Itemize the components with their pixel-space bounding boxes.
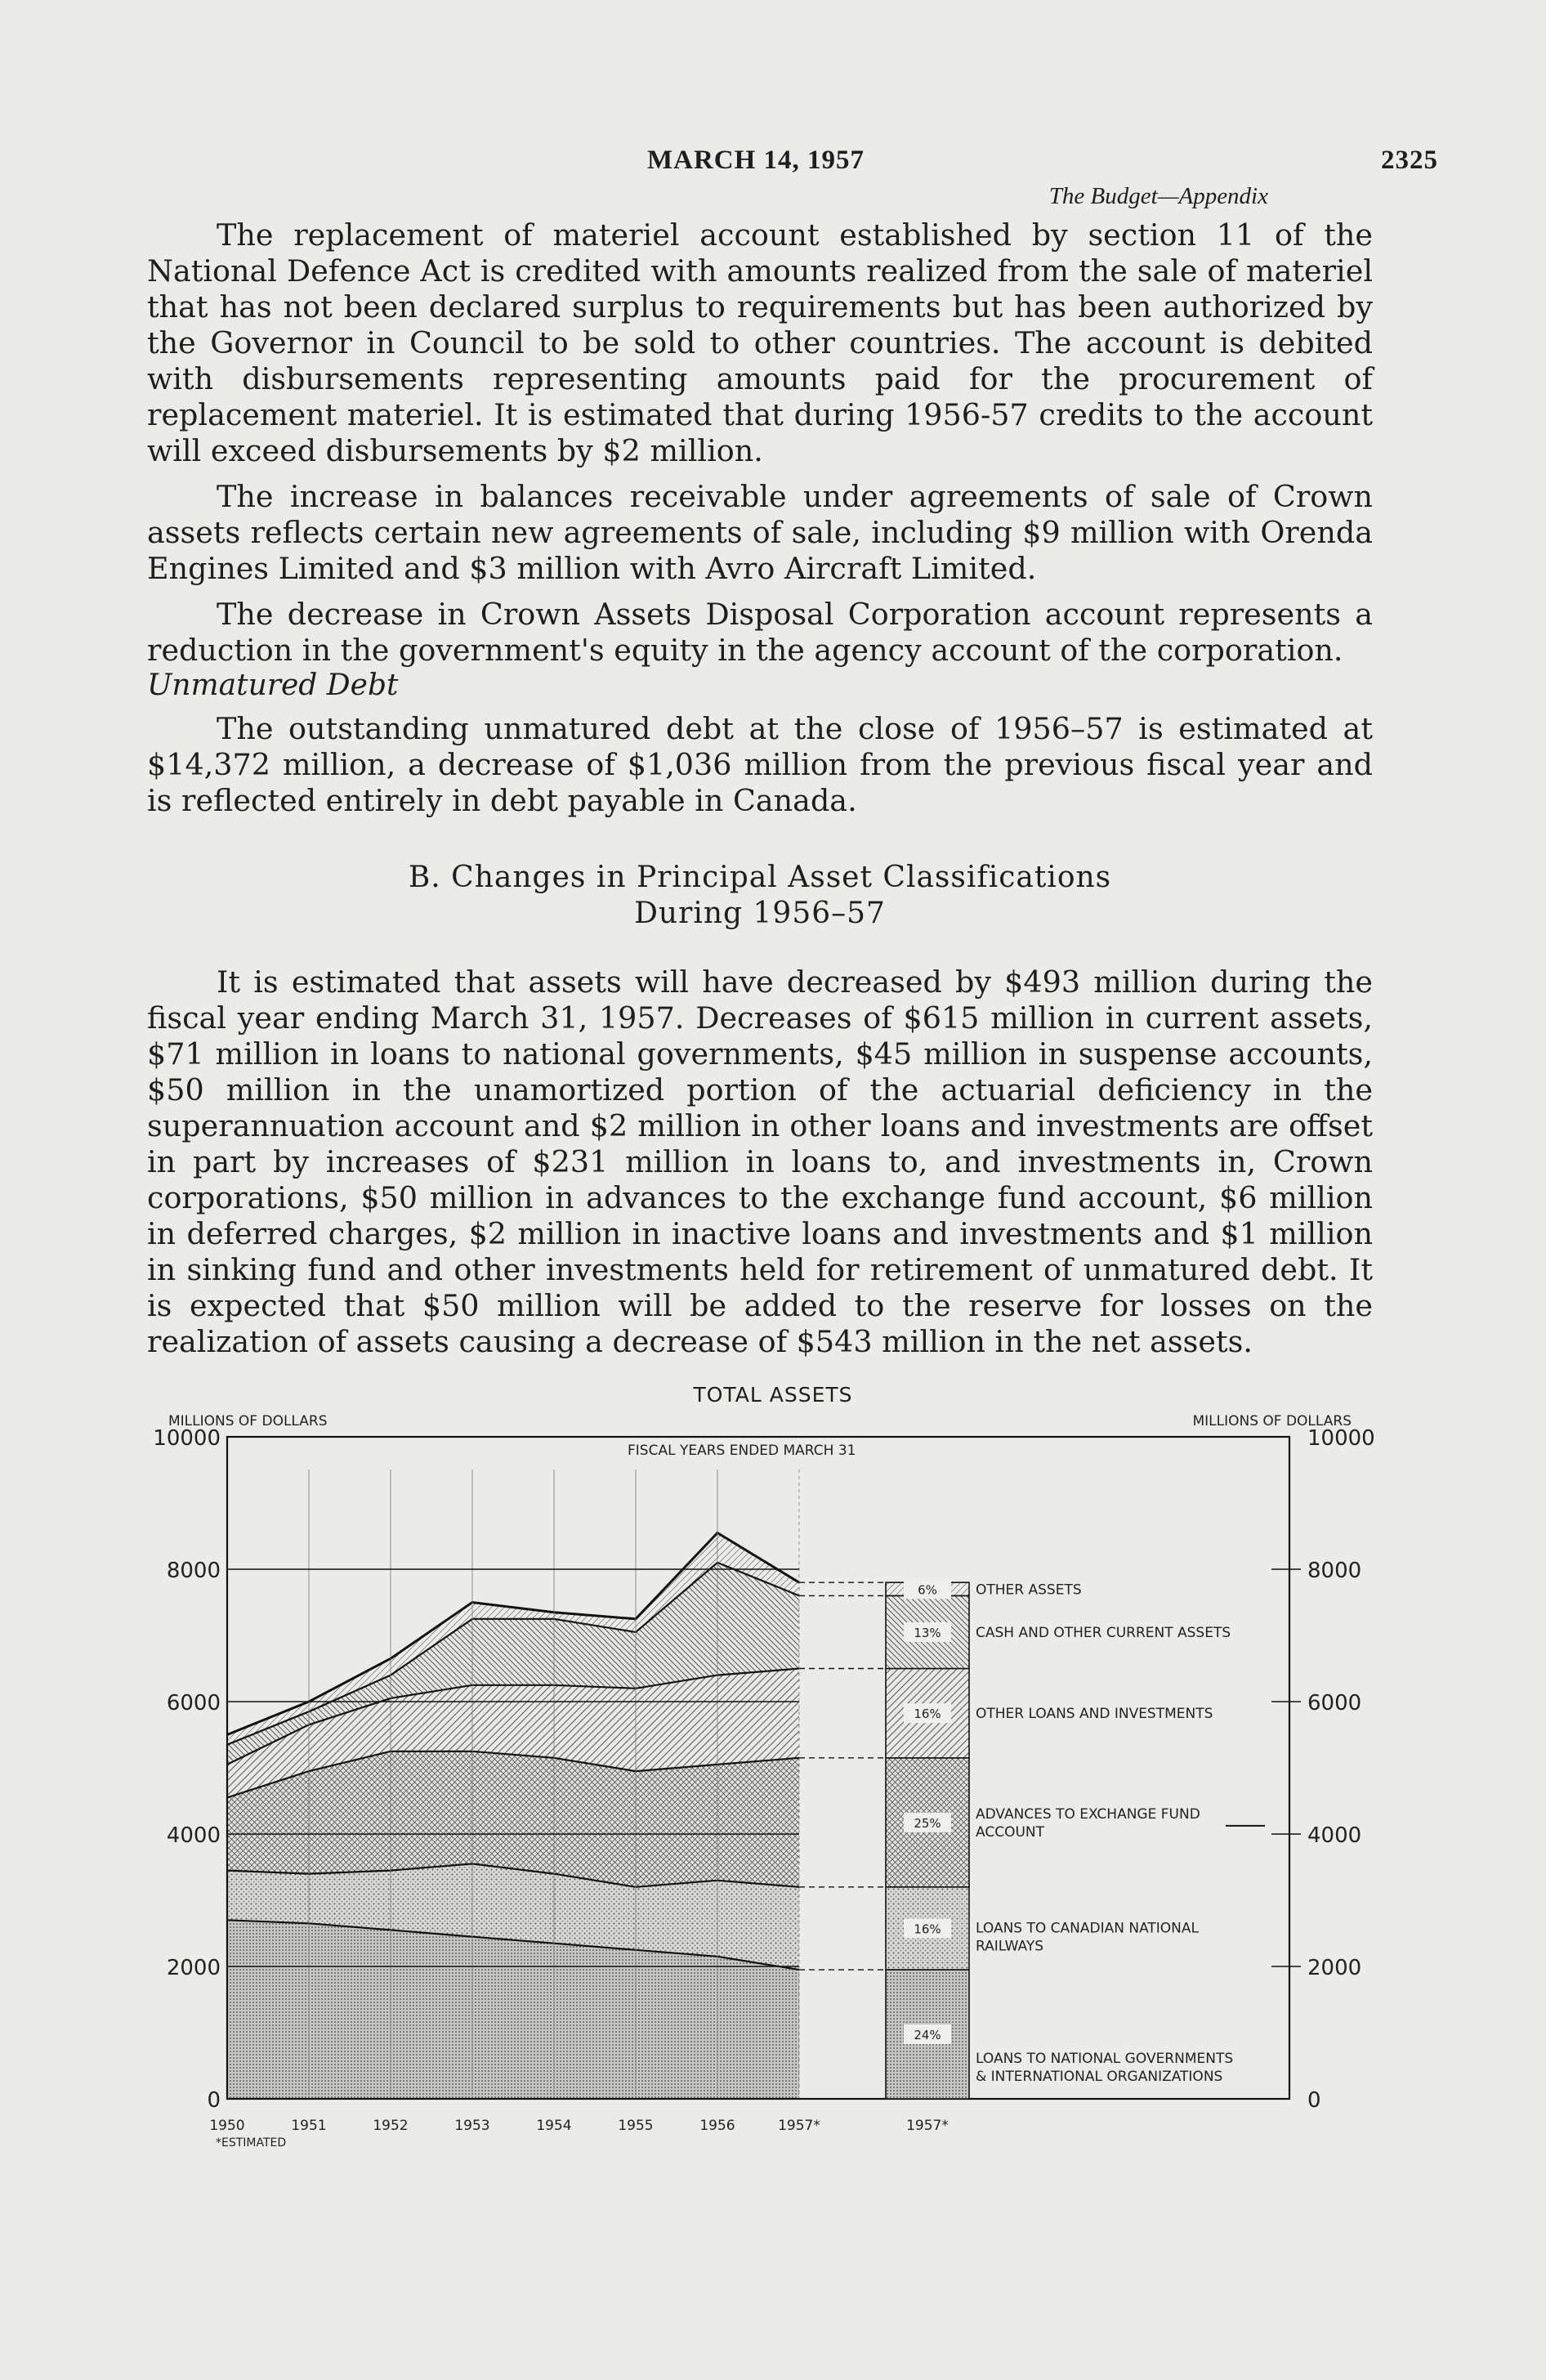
running-title: The Budget—Appendix	[1048, 183, 1268, 209]
y-tick-label-left: 8000	[166, 1559, 221, 1583]
y-tick-label-right: 2000	[1307, 1956, 1362, 1980]
x-tick-label: 1954	[536, 2118, 572, 2134]
legend-label: CASH AND OTHER CURRENT ASSETS	[976, 1624, 1231, 1641]
y-tick-label-right: 8000	[1307, 1559, 1362, 1583]
legend-label: OTHER LOANS AND INVESTMENTS	[976, 1706, 1213, 1723]
chart-title: TOTAL ASSETS	[693, 1383, 853, 1407]
y-tick-label-left: 10000	[153, 1426, 221, 1451]
paragraph-materiel: The replacement of materiel account established by section 11 of the National Defence Act is credited with amounts realized from the sale of materiel that has not been declared surplus to requirements but has been authorized by the Governor in Council to be sold to other countries. The account is debited with disbursements representing amounts paid for the procurement of replacement materiel. It is estimated that during 1956-57 credits to the account will exceed disbursements by $2 million.	[147, 217, 1373, 468]
y-tick-label-right: 10000	[1307, 1426, 1375, 1451]
x-tick-label: 1952	[373, 2118, 409, 2134]
y-tick-label-right: 0	[1307, 2088, 1321, 2113]
paragraph-crown-assets: The decrease in Crown Assets Disposal Corporation account represents a reduction in the government's equity in the agency account of the corporation.	[147, 597, 1373, 668]
paragraph-receivable: The increase in balances receivable under agreements of sale of Crown assets reflects certain new agreements of sale, including $9 million with Orenda Engines Limited and $3 million with Avro Aircraft Limited.	[147, 479, 1373, 586]
page-number: 2325	[1381, 145, 1438, 175]
header-date: MARCH 14, 1957	[647, 145, 865, 175]
y-tick-label-left: 4000	[166, 1823, 221, 1848]
y-tick-label-right: 4000	[1307, 1823, 1362, 1848]
legend-label: RAILWAYS	[976, 1938, 1044, 1955]
paragraph-assets: It is estimated that assets will have decreased by $493 million during the fiscal year ending March 31, 1957. Decreases of $615 million in current assets, $71 million in loans to national governments, $45 million in suspense accounts, $50 million in the unamortized portion of the actuarial deficiency in the superannuation account and $2 million in other loans and investments are offset in part by increases of $231 million in loans to, and investments in, Crown corporations, $50 million in advances to the exchange fund account, $6 million in deferred charges, $2 million in inactive loans and investments and $1 million in sinking fund and other investments held for retirement of unmatured debt. It is expected that $50 million will be added to the reserve for losses on the realization of assets causing a decrease of $543 million in the net assets.	[147, 964, 1373, 1359]
chart-subtitle: FISCAL YEARS ENDED MARCH 31	[628, 1443, 856, 1459]
legend-label: ACCOUNT	[976, 1823, 1044, 1841]
legend-label: ADVANCES TO EXCHANGE FUND	[976, 1805, 1200, 1823]
x-tick-label: 1953	[454, 2118, 490, 2134]
x-tick-label: 1956	[699, 2118, 735, 2134]
legend-label: & INTERNATIONAL ORGANIZATIONS	[976, 2069, 1223, 2086]
y-tick-label-left: 6000	[166, 1691, 221, 1716]
breakdown-year-label: 1957*	[906, 2118, 949, 2134]
breakdown-percent: 6%	[918, 1582, 937, 1598]
y-axis-label-left: MILLIONS OF DOLLARS	[168, 1413, 328, 1429]
breakdown-percent: 13%	[914, 1625, 941, 1640]
legend-label: OTHER ASSETS	[976, 1581, 1082, 1599]
x-tick-label: 1950	[209, 2118, 245, 2134]
breakdown-percent: 16%	[914, 1921, 941, 1937]
breakdown-percent: 16%	[914, 1707, 941, 1722]
breakdown-percent: 24%	[914, 2028, 941, 2043]
breakdown-percent: 25%	[914, 1815, 941, 1831]
legend-label: LOANS TO NATIONAL GOVERNMENTS	[976, 2051, 1234, 2068]
y-tick-label-right: 6000	[1307, 1691, 1362, 1716]
estimated-footnote: *ESTIMATED	[216, 2136, 287, 2150]
y-tick-label-left: 0	[207, 2088, 221, 2113]
x-tick-label: 1955	[618, 2118, 654, 2134]
legend-label: LOANS TO CANADIAN NATIONAL	[976, 1920, 1199, 1937]
x-tick-label: 1951	[291, 2118, 327, 2134]
x-tick-label: 1957*	[778, 2118, 820, 2134]
area-3	[227, 1751, 799, 1887]
y-tick-label-left: 2000	[166, 1956, 221, 1980]
section-title-line1: B. Changes in Principal Asset Classifications	[408, 861, 1112, 894]
paragraph-debt: The outstanding unmatured debt at the close of 1956–57 is estimated at $14,372 million, a decrease of $1,036 million from the previous fiscal year and is reflected entirely in debt payable in Canada.	[147, 711, 1373, 818]
y-axis-label-right: MILLIONS OF DOLLARS	[1192, 1413, 1352, 1429]
section-title-line2: During 1956–57	[634, 897, 886, 930]
subheading-unmatured-debt: Unmatured Debt	[147, 669, 399, 702]
